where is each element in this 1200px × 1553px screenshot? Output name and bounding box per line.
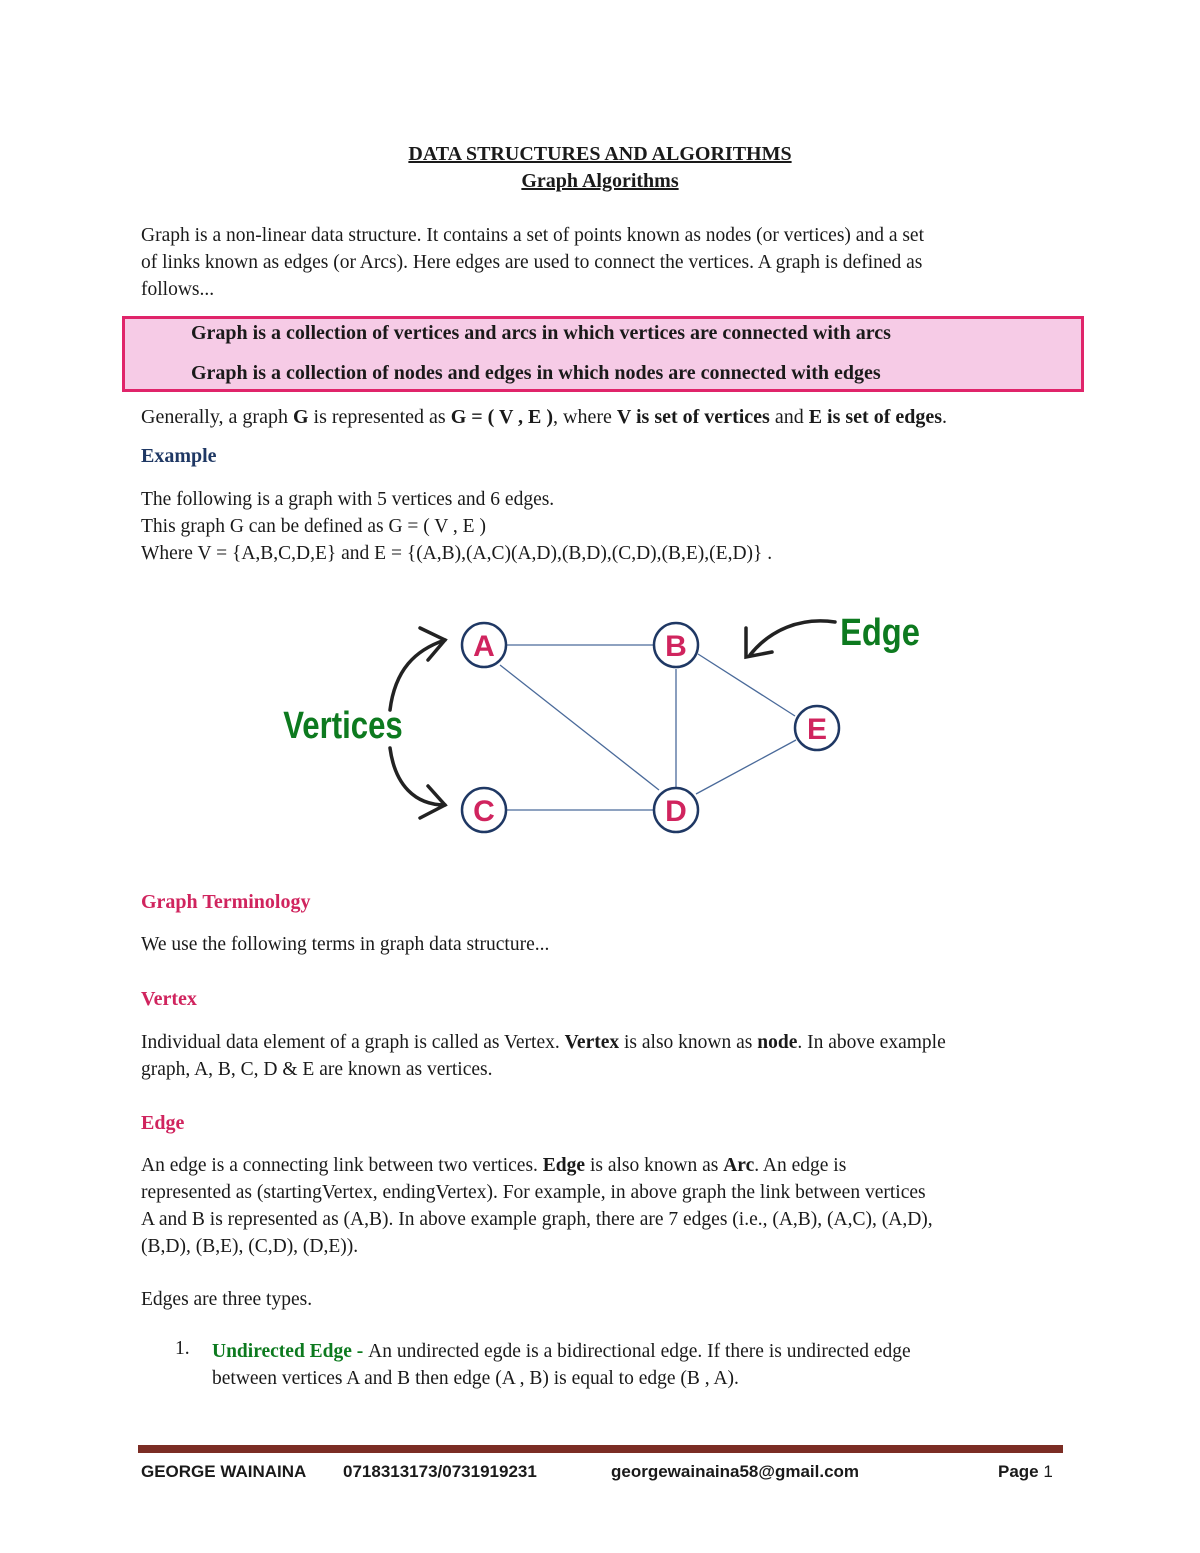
edge-line: (B,D), (B,E), (C,D), (D,E)).	[141, 1236, 359, 1257]
document-title: DATA STRUCTURES AND ALGORITHMS	[408, 143, 792, 165]
arrow-to-edge	[750, 621, 835, 655]
example-line: Where V = {A,B,C,D,E} and E = {(A,B),(A,C)(A,D),(B,D),(C,D),(B,E),(E,D)} .	[141, 543, 773, 564]
edge-line: represented as (startingVertex, endingVertex). For example, in above graph the link between vertices	[141, 1182, 926, 1203]
definition-callout	[122, 316, 1084, 392]
edge-label: Edge	[840, 610, 920, 654]
callout-line: Graph is a collection of nodes and edges in which nodes are connected with edges	[191, 362, 881, 384]
terminology-text: We use the following terms in graph data structure...	[141, 934, 550, 955]
example-paragraph	[141, 486, 1061, 567]
vertex-b-label: B	[665, 630, 687, 663]
representation-line: Generally, a graph G is represented as G = ( V , E ), where V is set of vertices and E is set of edges.	[141, 406, 948, 428]
intro-line: Graph is a non-linear data structure. It contains a set of points known as nodes (or vertices) and a set	[141, 225, 925, 246]
example-heading: Example	[141, 445, 217, 467]
list-number: 1.	[175, 1338, 190, 1359]
terminology-heading: Graph Terminology	[141, 891, 311, 913]
vertex-a-label: A	[473, 630, 495, 663]
vertex-e-label: E	[806, 713, 828, 746]
list-item-line: between vertices A and B then edge (A , B) is equal to edge (B , A).	[212, 1368, 739, 1389]
example-line: This graph G can be defined as G = ( V , E )	[141, 516, 486, 537]
vertex-d-label: D	[665, 795, 687, 828]
vertex-c-label: C	[473, 795, 495, 828]
list-item	[212, 1338, 1062, 1392]
edge-line: An edge is a connecting link between two vertices. Edge is also known as Arc. An edge is	[141, 1155, 847, 1176]
vertex-line: graph, A, B, C, D & E are known as vertices.	[141, 1059, 493, 1080]
footer-page	[998, 1462, 1053, 1482]
callout-line: Graph is a collection of vertices and arcs in which vertices are connected with arcs	[191, 322, 891, 344]
footer-phones: 0718313173/0731919231	[343, 1462, 537, 1481]
list-item-line: Undirected Edge - An undirected egde is a bidirectional edge. If there is undirected edge	[212, 1341, 911, 1362]
example-line: The following is a graph with 5 vertices and 6 edges.	[141, 489, 555, 510]
vertex-paragraph	[141, 1029, 1061, 1083]
edge-b-e	[698, 654, 795, 716]
intro-paragraph	[141, 222, 1061, 303]
edge-line: A and B is represented as (A,B). In above example graph, there are 7 edges (i.e., (A,B), (A,C), (A,D),	[141, 1209, 933, 1230]
intro-line: follows...	[141, 279, 215, 300]
footer-rule	[138, 1445, 1063, 1453]
document-subtitle: Graph Algorithms	[521, 170, 679, 192]
footer-email: georgewainaina58@gmail.com	[611, 1462, 860, 1481]
footer-author: GEORGE WAINAINA	[141, 1462, 307, 1481]
edge-a-d	[500, 665, 659, 790]
edge-paragraph	[141, 1152, 1061, 1260]
graph-diagram	[0, 590, 1200, 860]
intro-line: of links known as edges (or Arcs). Here edges are used to connect the vertices. A graph is defined as	[141, 252, 923, 273]
vertex-heading: Vertex	[141, 988, 197, 1010]
edge-types-text: Edges are three types.	[141, 1289, 313, 1310]
edge-heading: Edge	[141, 1112, 185, 1134]
vertex-line: Individual data element of a graph is called as Vertex. Vertex is also known as node. In above example	[141, 1032, 946, 1053]
footer-page-label: Page	[998, 1462, 1039, 1481]
footer-page-number: 1	[1043, 1462, 1053, 1481]
edge-d-e	[696, 740, 796, 794]
vertices-label: Vertices	[283, 705, 403, 747]
